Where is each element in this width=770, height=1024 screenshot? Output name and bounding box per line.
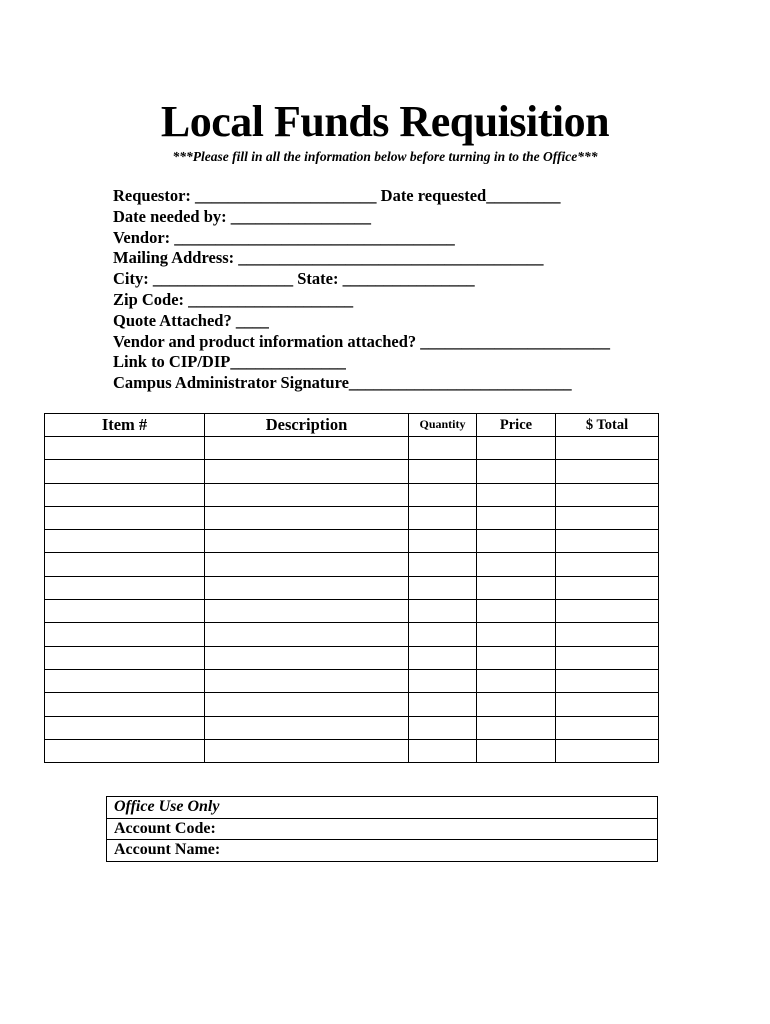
- item-number-cell[interactable]: [45, 576, 205, 599]
- quantity-cell[interactable]: [409, 437, 477, 460]
- description-cell[interactable]: [205, 716, 409, 739]
- item-number-cell[interactable]: [45, 483, 205, 506]
- total-cell[interactable]: [556, 739, 659, 762]
- mailing-address-field[interactable]: Mailing Address: _____________________________________: [113, 248, 544, 268]
- table-row: [45, 553, 659, 576]
- item-number-cell[interactable]: [45, 530, 205, 553]
- price-cell[interactable]: [477, 693, 556, 716]
- description-cell[interactable]: [205, 460, 409, 483]
- price-cell[interactable]: [477, 646, 556, 669]
- price-cell[interactable]: [477, 576, 556, 599]
- total-cell[interactable]: [556, 600, 659, 623]
- item-number-cell[interactable]: [45, 600, 205, 623]
- price-cell[interactable]: [477, 553, 556, 576]
- cip-dip-link-field[interactable]: Link to CIP/DIP______________: [113, 352, 346, 372]
- price-cell[interactable]: [477, 437, 556, 460]
- table-row: [45, 600, 659, 623]
- quantity-cell[interactable]: [409, 693, 477, 716]
- description-cell[interactable]: [205, 693, 409, 716]
- description-cell[interactable]: [205, 553, 409, 576]
- account-code-field[interactable]: Account Code:: [107, 818, 658, 840]
- item-number-header: Item #: [45, 414, 205, 437]
- quantity-header: Quantity: [409, 414, 477, 437]
- description-cell[interactable]: [205, 506, 409, 529]
- item-number-cell[interactable]: [45, 437, 205, 460]
- item-number-cell[interactable]: [45, 506, 205, 529]
- item-number-cell[interactable]: [45, 646, 205, 669]
- item-number-cell[interactable]: [45, 460, 205, 483]
- office-use-heading: Office Use Only: [107, 797, 658, 819]
- price-cell[interactable]: [477, 506, 556, 529]
- description-cell[interactable]: [205, 669, 409, 692]
- quantity-cell[interactable]: [409, 576, 477, 599]
- administrator-signature-field[interactable]: Campus Administrator Signature___________________________: [113, 373, 572, 393]
- table-row: [45, 530, 659, 553]
- item-number-cell[interactable]: [45, 669, 205, 692]
- quantity-cell[interactable]: [409, 600, 477, 623]
- table-row: [45, 483, 659, 506]
- quantity-cell[interactable]: [409, 623, 477, 646]
- table-row: [45, 623, 659, 646]
- date-needed-field[interactable]: Date needed by: _________________: [113, 206, 372, 226]
- quantity-cell[interactable]: [409, 506, 477, 529]
- total-cell[interactable]: [556, 553, 659, 576]
- description-cell[interactable]: [205, 646, 409, 669]
- table-row: [45, 646, 659, 669]
- instructions-text: ***Please fill in all the information below before turning in to the Office***: [172, 149, 598, 164]
- quantity-cell[interactable]: [409, 530, 477, 553]
- total-cell[interactable]: [556, 646, 659, 669]
- quantity-cell[interactable]: [409, 553, 477, 576]
- total-cell[interactable]: [556, 716, 659, 739]
- price-cell[interactable]: [477, 669, 556, 692]
- quantity-cell[interactable]: [409, 716, 477, 739]
- item-number-cell[interactable]: [45, 553, 205, 576]
- item-number-cell[interactable]: [45, 623, 205, 646]
- description-cell[interactable]: [205, 600, 409, 623]
- description-cell[interactable]: [205, 530, 409, 553]
- quote-attached-field[interactable]: Quote Attached? ____: [113, 310, 269, 330]
- price-cell[interactable]: [477, 600, 556, 623]
- office-use-box: [106, 796, 658, 862]
- table-row: [45, 506, 659, 529]
- total-cell[interactable]: [556, 437, 659, 460]
- items-table: [44, 413, 659, 763]
- item-number-cell[interactable]: [45, 716, 205, 739]
- price-cell[interactable]: [477, 483, 556, 506]
- quantity-cell[interactable]: [409, 739, 477, 762]
- total-cell[interactable]: [556, 576, 659, 599]
- document-title: Local Funds Requisition: [160, 97, 610, 146]
- total-cell[interactable]: [556, 460, 659, 483]
- total-cell[interactable]: [556, 530, 659, 553]
- total-cell[interactable]: [556, 506, 659, 529]
- quantity-cell[interactable]: [409, 646, 477, 669]
- table-row: [45, 739, 659, 762]
- vendor-field[interactable]: Vendor: __________________________________: [113, 227, 455, 247]
- quantity-cell[interactable]: [409, 483, 477, 506]
- description-cell[interactable]: [205, 483, 409, 506]
- table-row: [45, 693, 659, 716]
- quantity-cell[interactable]: [409, 460, 477, 483]
- zip-code-field[interactable]: Zip Code: ____________________: [113, 289, 354, 309]
- requestor-date-requested-field[interactable]: Requestor: ______________________ Date requested_________: [113, 186, 561, 205]
- price-cell[interactable]: [477, 623, 556, 646]
- description-cell[interactable]: [205, 437, 409, 460]
- account-name-field[interactable]: Account Name:: [107, 840, 658, 862]
- city-state-field[interactable]: City: _________________ State: ________________: [113, 269, 475, 289]
- table-row: [45, 576, 659, 599]
- vendor-info-attached-field[interactable]: Vendor and product information attached? _______________________: [113, 331, 611, 351]
- price-header: Price: [477, 414, 556, 437]
- quantity-cell[interactable]: [409, 669, 477, 692]
- requisition-fields: [113, 186, 733, 394]
- total-cell[interactable]: [556, 483, 659, 506]
- total-cell[interactable]: [556, 693, 659, 716]
- table-row: [45, 669, 659, 692]
- price-cell[interactable]: [477, 530, 556, 553]
- description-cell[interactable]: [205, 576, 409, 599]
- item-number-cell[interactable]: [45, 739, 205, 762]
- total-header: $ Total: [556, 414, 659, 437]
- total-cell[interactable]: [556, 623, 659, 646]
- total-cell[interactable]: [556, 669, 659, 692]
- price-cell[interactable]: [477, 460, 556, 483]
- table-row: [45, 716, 659, 739]
- price-cell[interactable]: [477, 716, 556, 739]
- item-number-cell[interactable]: [45, 693, 205, 716]
- table-row: [45, 437, 659, 460]
- price-cell[interactable]: [477, 739, 556, 762]
- description-header: Description: [205, 414, 409, 437]
- description-cell[interactable]: [205, 623, 409, 646]
- description-cell[interactable]: [205, 739, 409, 762]
- items-table-body: [45, 437, 659, 763]
- items-table-header-row: [45, 414, 659, 437]
- table-row: [45, 460, 659, 483]
